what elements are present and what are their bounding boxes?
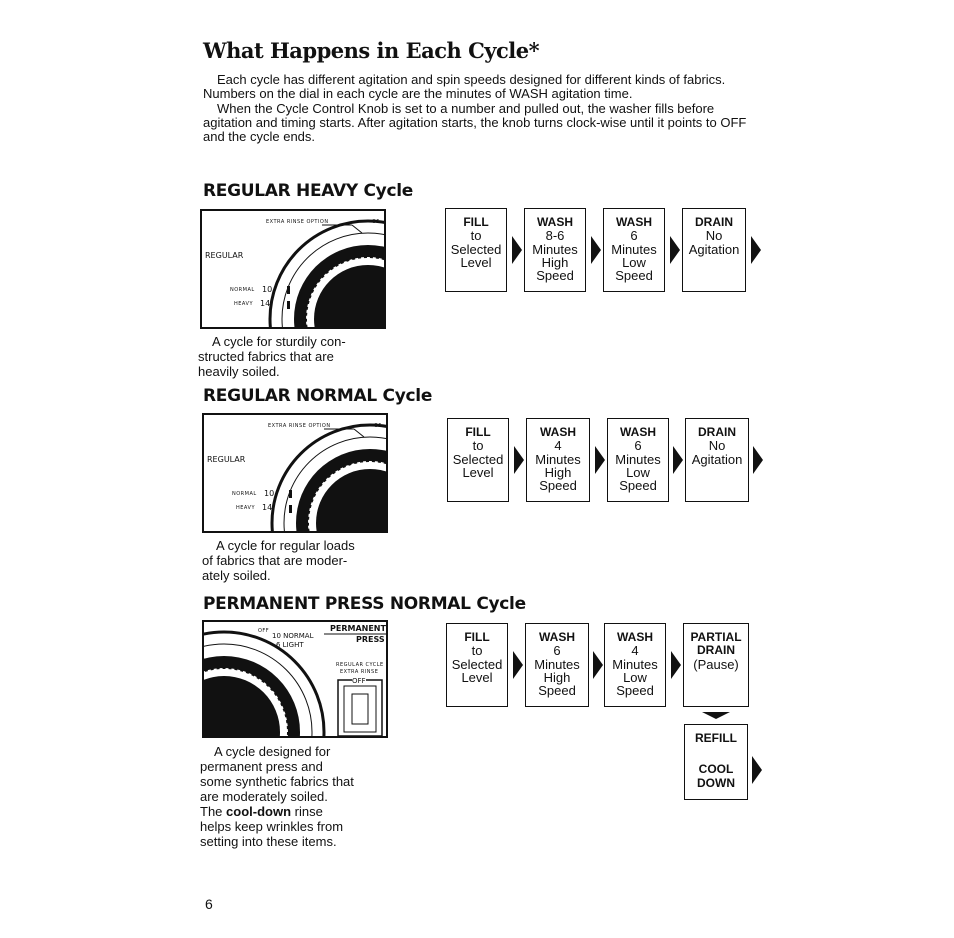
dial-label-heavy-num: 14 xyxy=(262,503,273,512)
box-line: No xyxy=(708,438,726,454)
caption-the: The xyxy=(200,804,223,819)
dial-label-extra-rinse: EXTRA RINSE OPTION xyxy=(268,423,331,429)
intro-paragraph-1: Each cycle has different agitation and spin speeds designed for different kinds of fabrics. Numbers on the dial in each cycle are the minutes of WASH agitation time. xyxy=(203,72,726,102)
dial-label-regular-cycle: REGULAR CYCLE xyxy=(336,662,384,668)
box-line: WASH xyxy=(537,215,573,229)
box-line: to xyxy=(471,643,483,659)
box-line: Speed xyxy=(536,268,574,284)
dial-label-heavy: HEAVY xyxy=(234,301,253,307)
box-line: High xyxy=(544,464,572,480)
flow-box-fill xyxy=(447,418,509,502)
box-line: to xyxy=(472,438,484,454)
dial-label-regular: REGULAR xyxy=(207,455,246,464)
flow-box-partial-drain xyxy=(683,623,749,707)
flow-box-drain xyxy=(685,418,749,502)
box-line: FILL xyxy=(464,630,490,644)
flow-box-fill xyxy=(445,208,507,292)
dial-label-regular: REGULAR xyxy=(205,251,244,260)
box-line: High xyxy=(543,669,571,685)
box-line: 6 xyxy=(553,643,561,659)
box-line: Speed xyxy=(538,683,576,699)
intro-text xyxy=(203,73,763,144)
caption-line: A cycle for sturdily con- xyxy=(212,334,346,349)
dial-label-normal-num: 10 xyxy=(264,489,275,498)
dial-label-extra-rinse: EXTRA RINSE OPTION xyxy=(266,219,329,225)
box-line: Speed xyxy=(619,478,657,494)
box-line: Speed xyxy=(616,683,654,699)
page-number: 6 xyxy=(205,896,213,912)
flow-box-drain xyxy=(682,208,746,292)
caption-line: A cycle designed for xyxy=(214,744,331,759)
box-line: DOWN xyxy=(697,775,735,790)
box-line: to xyxy=(470,228,482,244)
dial-illustration-regular-normal xyxy=(202,413,388,533)
box-line: 4 xyxy=(631,643,639,659)
flow-box-refill xyxy=(684,724,748,800)
flow-arrow-icon xyxy=(593,651,603,679)
flow-arrow-icon xyxy=(671,651,681,679)
box-line: Level xyxy=(462,464,494,480)
caption-permanent-press xyxy=(200,744,354,849)
dial-label-extra-rinse: EXTRA RINSE xyxy=(340,669,379,675)
dial-label-heavy: HEAVY xyxy=(236,505,255,511)
flow-box-wash-low xyxy=(607,418,669,502)
caption-bold: cool-down xyxy=(226,804,292,819)
dial-label-off: OF xyxy=(374,423,382,429)
flow-box-wash-high xyxy=(525,623,589,707)
box-line: Minutes xyxy=(532,241,578,257)
box-line: 4 xyxy=(554,438,562,454)
flow-box-wash-low xyxy=(604,623,666,707)
box-line: Level xyxy=(460,254,492,270)
box-line: Low xyxy=(626,464,650,480)
dial-label-normal: NORMAL xyxy=(230,287,255,293)
box-line: WASH xyxy=(540,425,576,439)
box-line: FILL xyxy=(463,215,489,229)
box-line: (Pause) xyxy=(693,656,739,672)
page-title: What Happens in Each Cycle* xyxy=(203,38,540,63)
flow-down-arrow-icon xyxy=(702,712,730,719)
dial-illustration-regular-heavy xyxy=(200,209,386,329)
flow-arrow-icon xyxy=(514,446,524,474)
dial-label-off: OF xyxy=(372,219,380,225)
off-switch-label: OFF xyxy=(352,677,366,685)
caption-line: are moderately soiled. xyxy=(200,789,328,804)
box-line: 6 xyxy=(630,228,638,244)
box-line: REFILL xyxy=(695,731,737,745)
flow-arrow-icon xyxy=(753,446,763,474)
flow-arrow-icon xyxy=(513,651,523,679)
box-line: PARTIAL xyxy=(690,630,742,644)
dial-label-light: 6 LIGHT xyxy=(276,641,304,649)
box-line: DRAIN xyxy=(697,643,735,658)
dial-label-off: OFF xyxy=(258,628,270,634)
box-line: WASH xyxy=(620,425,656,439)
box-line: Minutes xyxy=(615,451,661,467)
caption-line: of fabrics that are moder- xyxy=(202,553,348,568)
caption-line: A cycle for regular loads xyxy=(216,538,355,553)
flow-arrow-icon xyxy=(591,236,601,264)
box-line: Minutes xyxy=(611,241,657,257)
box-line: No xyxy=(705,228,723,244)
dial-label-permanent: PERMANENT xyxy=(330,624,386,633)
box-line: Selected xyxy=(450,241,502,257)
box-line: Agitation xyxy=(691,451,743,467)
box-line: 6 xyxy=(634,438,642,454)
caption-rinse: rinse xyxy=(294,804,323,819)
dial-label-normal: NORMAL xyxy=(232,491,257,497)
section-heading-regular-normal: REGULAR NORMAL Cycle xyxy=(203,386,433,406)
box-line: High xyxy=(541,254,569,270)
caption-line: heavily soiled. xyxy=(198,364,280,379)
box-line: Speed xyxy=(615,268,653,284)
caption-line: setting into these items. xyxy=(200,834,337,849)
box-line: WASH xyxy=(617,630,653,644)
section-heading-regular-heavy: REGULAR HEAVY Cycle xyxy=(203,181,413,201)
dial-knob-graphic xyxy=(204,415,388,533)
dial-label-normal: 10 NORMAL xyxy=(272,632,314,640)
flow-arrow-icon xyxy=(751,236,761,264)
intro-paragraph-2: When the Cycle Control Knob is set to a number and pulled out, the washer fills before agitation and timing starts. After agitation starts, the knob turns clock-wise until it points to OFF and the cycle ends. xyxy=(203,100,747,145)
dial-label-heavy-num: 14 xyxy=(260,299,271,308)
box-line: Selected xyxy=(451,656,503,672)
box-line: Minutes xyxy=(535,451,581,467)
box-line: FILL xyxy=(465,425,491,439)
box-line: Level xyxy=(461,669,493,685)
box-line: Selected xyxy=(452,451,504,467)
box-line: Minutes xyxy=(534,656,580,672)
flow-box-wash-low xyxy=(603,208,665,292)
box-line: Minutes xyxy=(612,656,658,672)
flow-arrow-icon xyxy=(670,236,680,264)
box-spacer xyxy=(685,745,747,763)
box-line: Low xyxy=(623,669,647,685)
caption-regular-heavy xyxy=(198,334,346,379)
box-line: DRAIN xyxy=(698,425,736,439)
caption-regular-normal xyxy=(202,538,355,583)
flow-arrow-icon xyxy=(512,236,522,264)
caption-line: some synthetic fabrics that xyxy=(200,774,354,789)
flow-arrow-icon xyxy=(752,756,762,784)
box-line: DRAIN xyxy=(695,215,733,229)
caption-line: ately soiled. xyxy=(202,568,271,583)
box-line: 8-6 xyxy=(545,228,565,244)
box-line: Speed xyxy=(539,478,577,494)
flow-arrow-icon xyxy=(595,446,605,474)
box-line: COOL xyxy=(698,762,734,777)
dial-label-press: PRESS xyxy=(356,635,385,644)
box-line: Low xyxy=(622,254,646,270)
dial-illustration-permanent-press xyxy=(202,620,388,738)
box-line: WASH xyxy=(539,630,575,644)
caption-line xyxy=(200,804,354,819)
dial-label-normal-num: 10 xyxy=(262,285,273,294)
caption-line: permanent press and xyxy=(200,759,323,774)
caption-line: helps keep wrinkles from xyxy=(200,819,344,834)
flow-box-fill xyxy=(446,623,508,707)
flow-box-wash-high xyxy=(524,208,586,292)
dial-knob-graphic xyxy=(202,211,386,329)
box-line: Agitation xyxy=(688,241,740,257)
flow-arrow-icon xyxy=(673,446,683,474)
flow-box-wash-high xyxy=(526,418,590,502)
box-line: WASH xyxy=(616,215,652,229)
section-heading-permanent-press: PERMANENT PRESS NORMAL Cycle xyxy=(203,594,526,614)
caption-line: structed fabrics that are xyxy=(198,349,334,364)
